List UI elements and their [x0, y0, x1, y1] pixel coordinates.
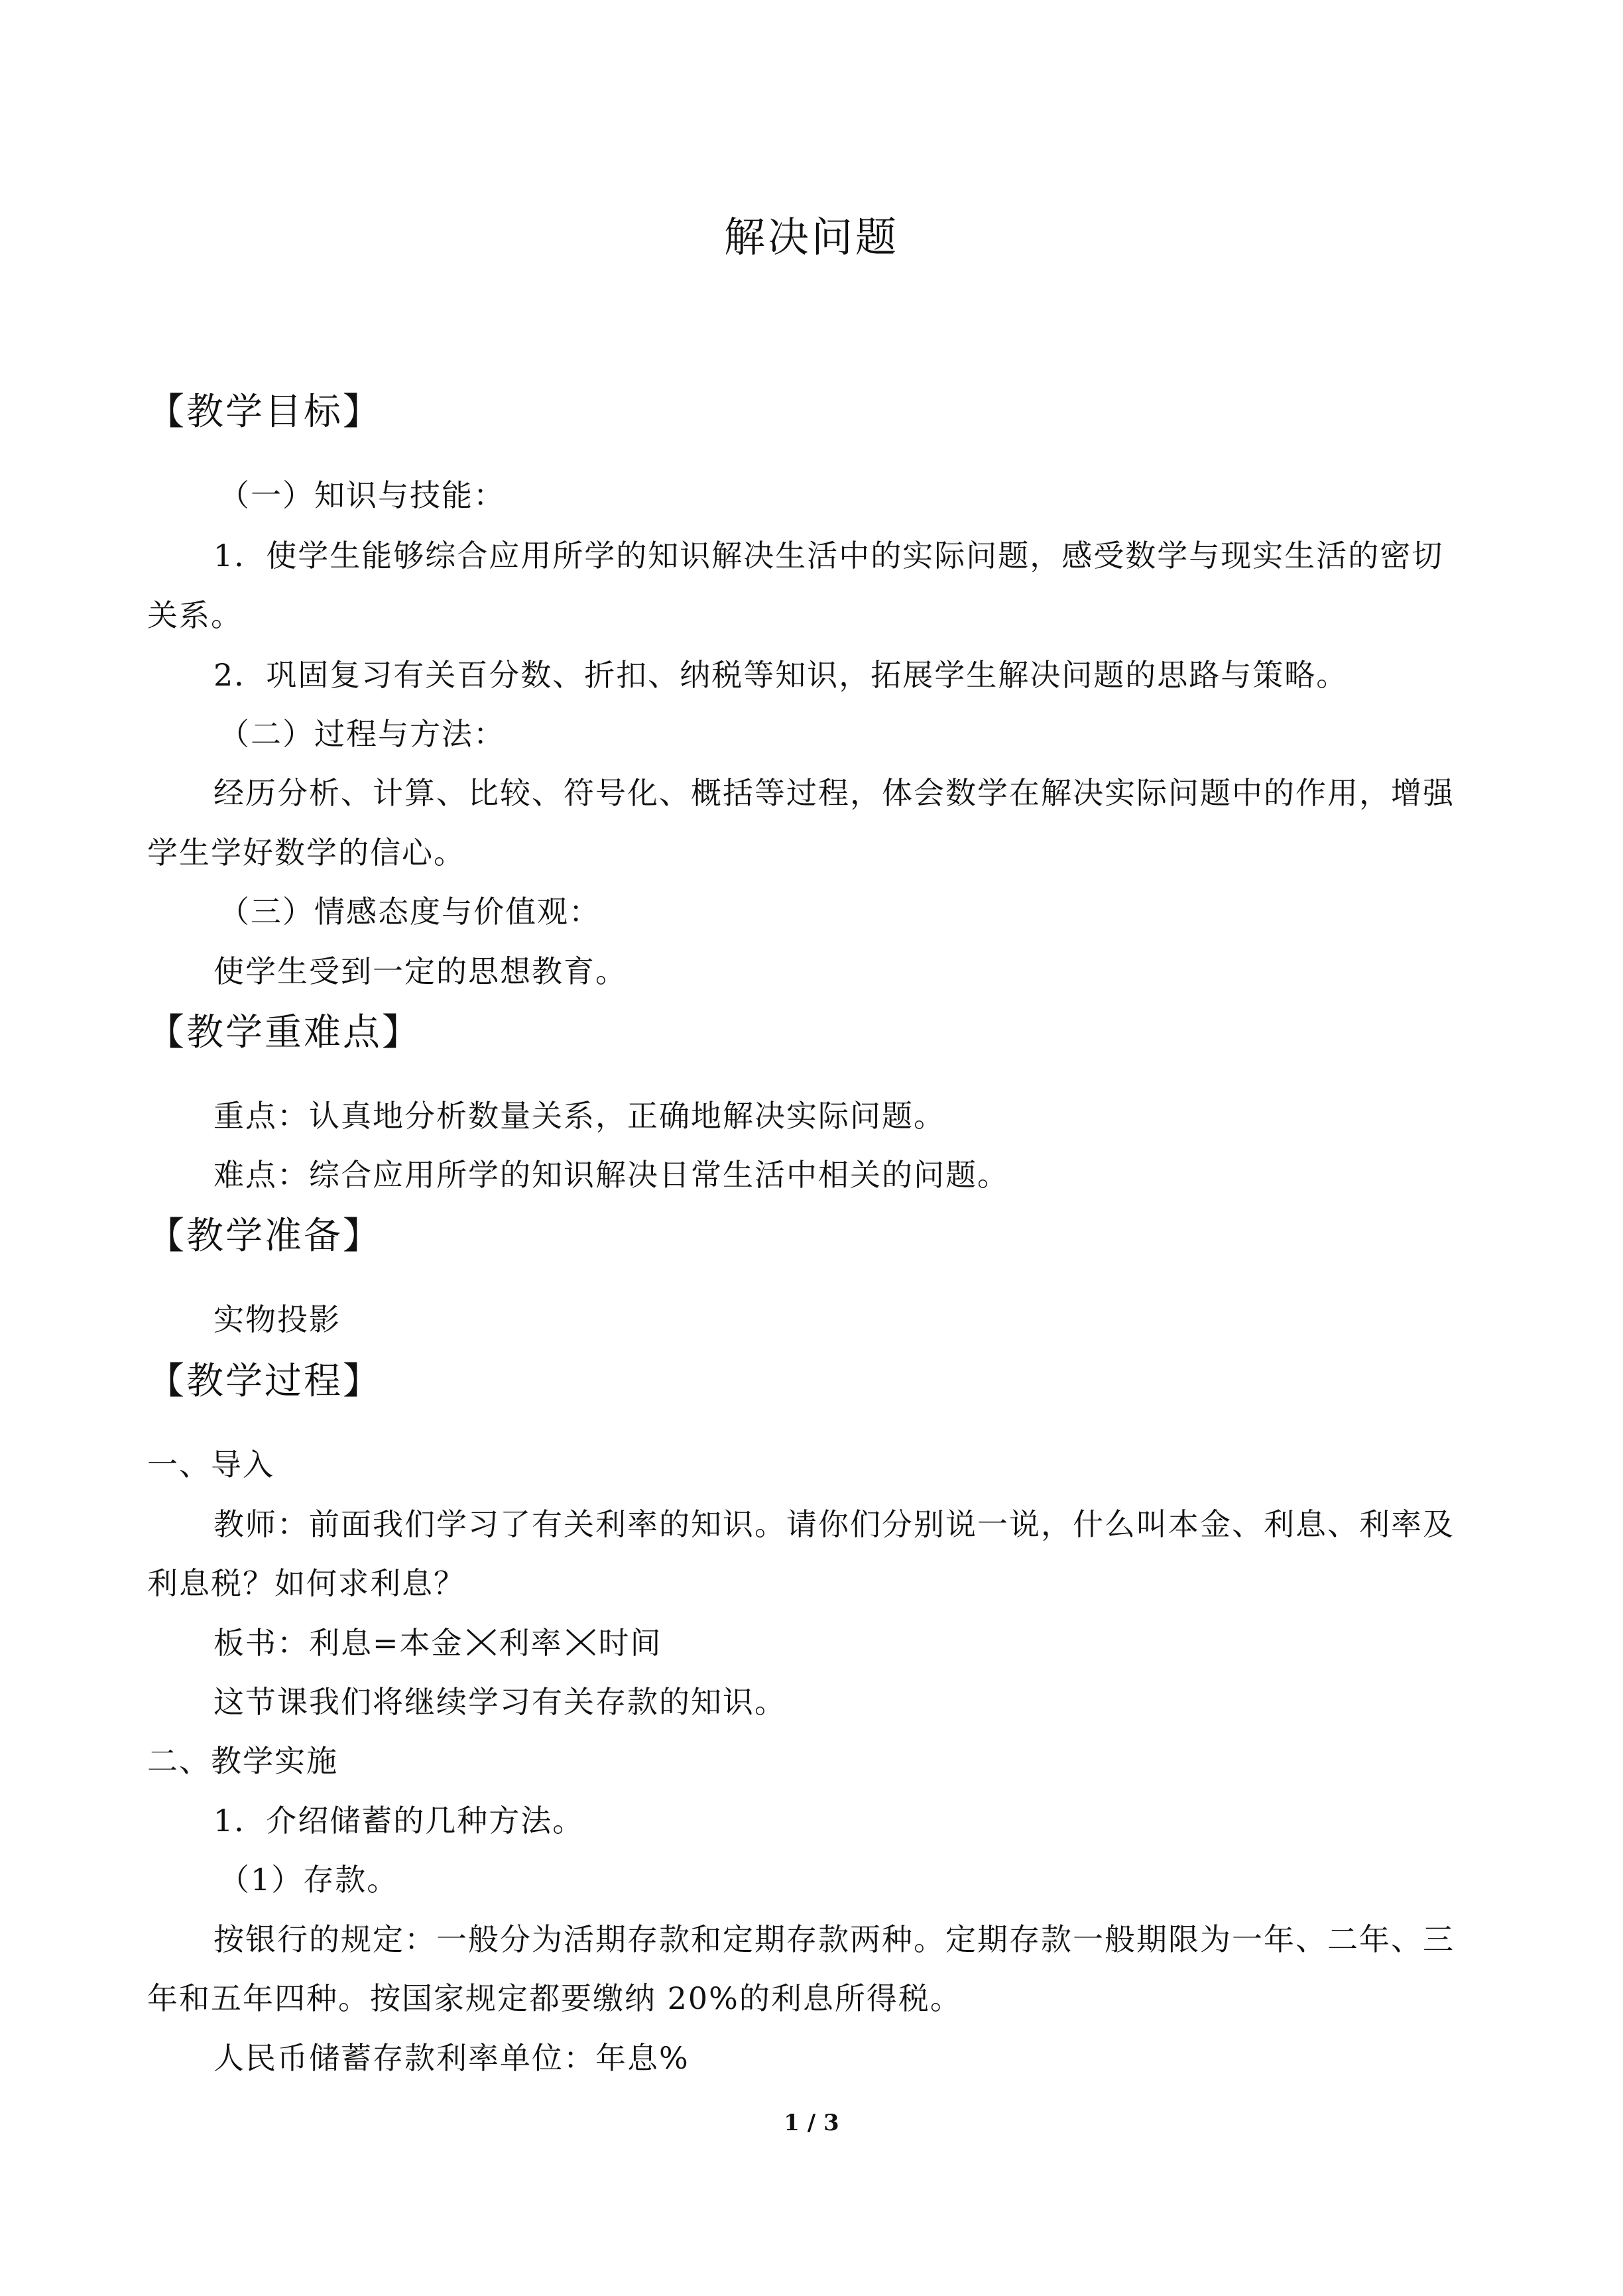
process-section-implementation: 二、教学实施	[147, 1743, 338, 1779]
goals-item-1-line-2: 关系。	[147, 597, 243, 633]
preparation-text: 实物投影	[213, 1301, 341, 1337]
process-board-formula	[213, 1622, 662, 1664]
process-teacher-line-1: 教师：前面我们学习了有关利率的知识。请你们分别说一说，什么叫本金、利息、利率及	[213, 1506, 1455, 1542]
multiply-icon	[465, 1627, 498, 1658]
goals-subheading-method: （二）过程与方法：	[219, 716, 505, 752]
heading-process: 【教学过程】	[147, 1360, 382, 1403]
process-rule-line-1: 按银行的规定：一般分为活期存款和定期存款两种。定期存款一般期限为一年、二年、三	[213, 1921, 1455, 1957]
process-continue-text: 这节课我们将继续学习有关存款的知识。	[213, 1684, 786, 1720]
process-step-1-sub: （1）存款。	[219, 1862, 399, 1898]
process-section-intro: 一、导入	[147, 1447, 274, 1482]
process-teacher-line-2: 利息税？如何求利息？	[147, 1565, 465, 1601]
goals-attitude-text: 使学生受到一定的思想教育。	[213, 953, 627, 989]
goals-method-line-2: 学生学好数学的信心。	[147, 835, 465, 871]
page-number: 1 / 3	[784, 2110, 839, 2136]
heading-key-points: 【教学重难点】	[147, 1011, 421, 1054]
key-point-difficulty: 难点：综合应用所学的知识解决日常生活中相关的问题。	[213, 1157, 1009, 1193]
process-step-1: 1．介绍储蓄的几种方法。	[213, 1803, 585, 1839]
goals-item-2: 2．巩固复习有关百分数、折扣、纳税等知识，拓展学生解决问题的思路与策略。	[213, 657, 1349, 693]
board-formula-rate: 利率	[499, 1625, 563, 1661]
key-point-focus: 重点：认真地分析数量关系，正确地解决实际问题。	[213, 1098, 945, 1134]
heading-preparation: 【教学准备】	[147, 1215, 382, 1258]
multiply-icon	[564, 1627, 597, 1658]
board-formula-prefix: 板书：利息=本金	[213, 1625, 463, 1661]
goals-method-line-1: 经历分析、计算、比较、符号化、概括等过程，体会数学在解决实际问题中的作用，增强	[213, 775, 1455, 811]
goals-item-1-line-1: 1．使学生能够综合应用所学的知识解决生活中的实际问题，感受数学与现实生活的密切	[213, 538, 1444, 574]
goals-subheading-knowledge: （一）知识与技能：	[219, 477, 505, 513]
process-rate-unit: 人民币储蓄存款利率单位：年息%	[213, 2040, 690, 2076]
heading-teaching-goals: 【教学目标】	[147, 391, 382, 434]
board-formula-time: 时间	[598, 1625, 662, 1661]
goals-subheading-attitude: （三）情感态度与价值观：	[219, 894, 601, 930]
process-rule-line-2: 年和五年四种。按国家规定都要缴纳 20%的利息所得税。	[147, 1980, 962, 2016]
document-title: 解决问题	[723, 213, 899, 261]
